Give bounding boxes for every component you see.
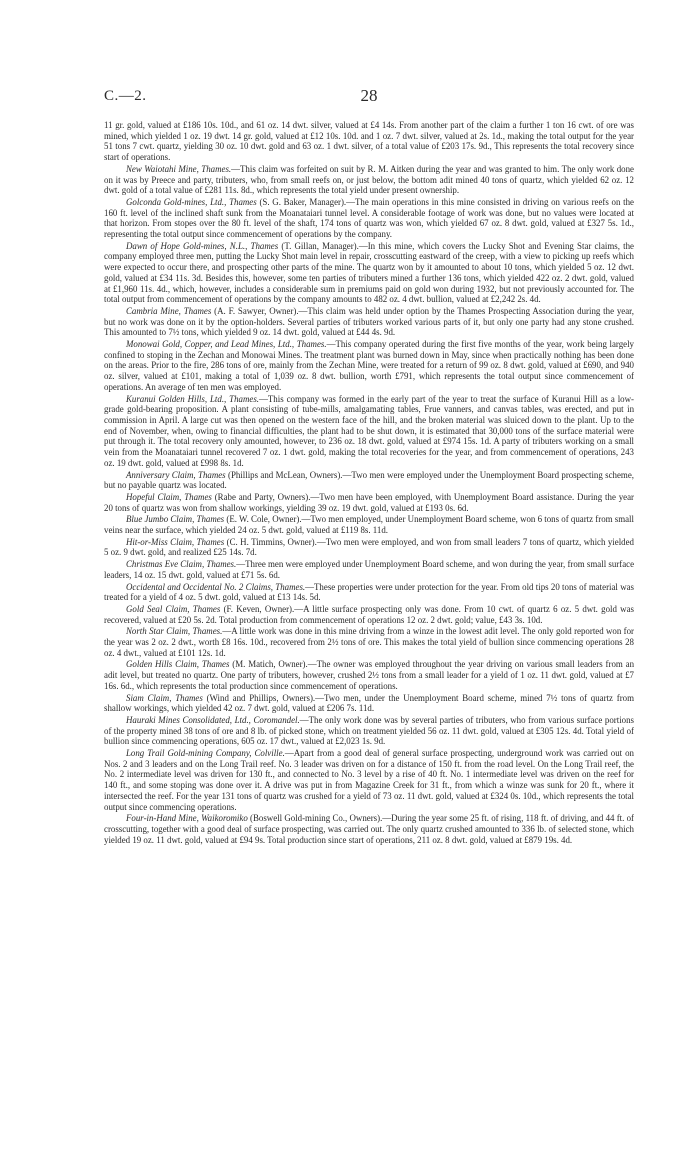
paragraph-title: Long Trail Gold-mining Company, Colville. <box>126 748 285 759</box>
paragraph-title: Hopeful Claim, Thames <box>126 491 212 502</box>
paragraph-continuation: 11 gr. gold, valued at £186 10s. 10d., and 61 oz. 14 dwt. silver, valued at £4 14s. From another part of the claim a further 1 ton 16 cwt. of ore was mined, which yielded 1 oz. 19 dwt. 14 gr. gold, valued at £12 10s. 10d. and 1 oz. 7 dwt. silver, valued at 2s. 1d., making the total output for the year 51 tons 7 cwt. quartz, yielding 30 oz. 10 dwt. gold and 63 oz. 1 dwt. silver, of a total value of £203 17s. 9d., This represents the total recovery since start of operations. <box>104 120 634 163</box>
paragraph-title: Occidental and Occidental No. 2 Claims, Thames. <box>126 581 306 592</box>
paragraph-gold-seal: Gold Seal Claim, Thames (F. Keven, Owner).—A little surface prospecting only was done. From 10 cwt. of quartz 6 oz. 5 dwt. gold was recovered, valued at £20 5s. 2d. Total production from commencement of operations 12 oz. 2 dwt. gold; value, £43 3s. 10d. <box>104 603 634 625</box>
paragraph-golconda: Golconda Gold-mines, Ltd., Thames (S. G. Baker, Manager).—The main operations in this mine consisted in driving on various reefs on the 160 ft. level of the inclined shaft sunk from the Moanataiari tunnel level. A considerable footage of work was done, but no values were located at that horizon. From stopes over the 80 ft. level of the shaft, 174 tons of quartz was won, which yielded 67 oz. 8 dwt. gold, valued at £327 5s. 1d., representing the total output since commencement of operations by the company. <box>104 196 634 240</box>
paragraph-title: Golden Hills Claim, Thames <box>126 659 230 670</box>
paragraph-occidental: Occidental and Occidental No. 2 Claims, Thames.—These properties were under protection for the year. From old tips 20 tons of material was treated for a yield of 4 oz. 5 dwt. gold, valued at £13 14s. 5d. <box>104 581 634 603</box>
paragraph-title: Cambria Mine, Thames <box>126 305 212 316</box>
paragraph-long-trail: Long Trail Gold-mining Company, Colville.—Apart from a good deal of general surface prospecting, underground work was carried out on Nos. 2 and 3 leaders and on the Long Trail reef. No. 3 leader was driven on for a distance of 150 ft. from the road level. On the Long Trail reef, the No. 2 intermediate level was driven for 130 ft., and connected to No. 3 level by a rise of 40 ft. No. 1 intermediate level was driven on the reef for 140 ft., and some stoping was done over it. A drive was put in from Magazine Creek for 31 ft., from which a winze was sunk for 20 ft., where it intersected the reef. For the year 131 tons of quartz was crushed for a yield of 73 oz. 11 dwt. gold, valued at £324 0s. 10d., which represents the total output since commencing operations. <box>104 748 634 812</box>
paragraph-title: Anniversary Claim, Thames <box>126 469 226 480</box>
paragraph-title: Hit-or-Miss Claim, Thames <box>126 536 225 547</box>
paragraph-siam: Siam Claim, Thames (Wind and Phillips, Owners).—Two men, under the Unemployment Board scheme, mined 7½ tons of quartz from shallow workings, which yielded 42 oz. 7 dwt. gold, valued at £206 7s. 11d. <box>104 692 634 714</box>
paragraph-title: Blue Jumbo Claim, Thames <box>126 514 225 525</box>
paragraph-golden-hills: Golden Hills Claim, Thames (M. Matich, Owner).—The owner was employed throughout the year driving on various small leaders from an adit level, but treated no quartz. One party of tributers, however, crushed 2½ tons from a small leader for a yield of 1 oz. 11 dwt. gold, valued at £7 16s. 6d., which represents the total production since commencement of operations. <box>104 659 635 691</box>
paragraph-title: Hauraki Mines Consolidated, Ltd., Coromandel. <box>126 714 300 725</box>
page-number: 28 <box>360 86 378 105</box>
paragraph-hopeful: Hopeful Claim, Thames (Rabe and Party, Owners).—Two men have been employed, with Unemployment Board assistance. During the year 20 tons of quartz was won from shallow workings, yielding 39 oz. 19 dwt. gold, valued at £193 0s. 6d. <box>104 491 635 513</box>
paragraph-title: Gold Seal Claim, Thames <box>126 603 221 614</box>
paragraph-monowai: Monowai Gold, Copper, and Lead Mines, Ltd., Thames.—This company operated during the first five months of the year, work being largely confined to stoping in the Zechan and Monowai Mines. The treatment plant was burned down in May, since when practically nothing has been done on the areas. Prior to the fire, 286 tons of ore, mainly from the Zechan Mine, were treated for a return of 99 oz. 8 dwt. gold, valued at £690, and 940 oz. silver, valued at £101, making a total of 1,039 oz. 8 dwt. bullion, worth £791, which represents the total output since commencement of operations. An average of ten men was employed. <box>104 339 634 392</box>
paragraph-title: Golconda Gold-mines, Ltd., Thames <box>126 196 257 207</box>
paragraph-title: Christmas Eve Claim, Thames. <box>126 559 237 570</box>
paragraph-title: Dawn of Hope Gold-mines, N.L., Thames <box>126 240 279 251</box>
paragraph-title: Siam Claim, Thames <box>126 692 203 703</box>
paragraph-kuranui: Kuranui Golden Hills, Ltd., Thames.—This company was formed in the early part of the year to treat the surface of Kuranui Hill as a low-grade gold-bearing proposition. A plant consisting of tube-mills, amalgamating tables, Frue vanners, and canvas tables, was erected, and put in commission in April. A large cut was then opened on the western face of the hill, and the broken material was sluiced down to the plant. Up to the end of November, when, owing to financial difficulties, the plant had to be shut down, it is estimated that 30,000 tons of the surface material were put through it. The total recovery only amounted, however, to 236 oz. 18 dwt. gold, valued at £974 15s. 1d. A party of tributers working on a small vein from the Moanataiari tunnel recovered 7 oz. 1 dwt. gold, making the total recoveries for the year, and from commencement of operations, 243 oz. 19 dwt. gold, valued at £998 8s. 1d. <box>104 393 634 468</box>
paragraph-four-in-hand: Four-in-Hand Mine, Waikoromiko (Boswell Gold-mining Co., Owners).—During the year some 25 ft. of rising, 118 ft. of driving, and 44 ft. of crosscutting, together with a good deal of surface prospecting, was carried out. The only quartz crushed amounted to 336 lb. of selected stone, which yielded 19 oz. 11 dwt. gold, valued at £94 9s. Total production since start of operations, 211 oz. 8 dwt. gold, valued at £879 19s. 4d. <box>104 813 635 845</box>
paragraph-dawn-of-hope: Dawn of Hope Gold-mines, N.L., Thames (T. Gillan, Manager).—In this mine, which covers the Lucky Shot and Evening Star claims, the company employed three men, putting the Lucky Shot main level in repair, crosscutting eastward of the creep, with a view to picking up reefs which were expected to occur there, and prospecting other parts of the mine. The quartz won by it amounted to about 10 tons, which yielded 5 oz. 12 dwt. gold, valued at £34 11s. 3d. Besides this, however, some ten parties of tributers mined a further 136 tons, which yielded 422 oz. 2 dwt. gold, valued at £1,960 11s. 4d., which, however, includes a considerable sum in premiums paid on gold won during 1932, but not previously accounted for. The total output from commencement of operations by the company amounts to 482 oz. 4 dwt. bullion, valued at £2,242 2s. 4d. <box>104 240 634 305</box>
paragraph-hit-or-miss: Hit-or-Miss Claim, Thames (C. H. Timmins, Owner).—Two men were employed, and won from small leaders 7 tons of quartz, which yielded 5 oz. 9 dwt. gold, and realized £25 14s. 7d. <box>104 536 634 558</box>
paragraph-christmas-eve: Christmas Eve Claim, Thames.—Three men were employed under Unemployment Board scheme, and won during the year, from small surface leaders, 14 oz. 15 dwt. gold, valued at £71 5s. 6d. <box>104 559 635 580</box>
page-header <box>104 88 634 110</box>
paragraph-title: Kuranui Golden Hills, Ltd., Thames. <box>126 393 260 404</box>
paragraph-cambria: Cambria Mine, Thames (A. F. Sawyer, Owner).—This claim was held under option by the Thames Prospecting Association during the year, but no work was done on it by the option-holders. Several parties of tributers worked various parts of it, but only one party had any stone crushed. This amounted to 7½ tons, which yielded 9 oz. 14 dwt. gold, valued at £44 4s. 9d. <box>104 305 634 338</box>
paragraph-anniversary: Anniversary Claim, Thames (Phillips and McLean, Owners).—Two men were employed under the Unemployment Board prospecting scheme, but no payable quartz was located. <box>104 469 634 491</box>
paragraph-title: Four-in-Hand Mine, Waikoromiko <box>126 813 248 824</box>
body-text <box>104 120 634 845</box>
paragraph-title: North Star Claim, Thames. <box>126 626 223 637</box>
paragraph-blue-jumbo: Blue Jumbo Claim, Thames (E. W. Cole, Owner).—Two men employed, under Unemployment Board scheme, won 6 tons of quartz from small veins near the surface, which yielded 24 oz. 5 dwt. gold, valued at £119 8s. 11d. <box>104 514 634 536</box>
paragraph-new-waiotahi: New Waiotahi Mine, Thames.—This claim was forfeited on suit by R. M. Aitken during the year and was granted to him. The only work done on it was by Preece and party, tributers, who, from small reefs on, or just below, the bottom adit mined 40 tons of quartz, which yielded 62 oz. 12 dwt. gold of a total value of £281 11s. 8d., which represents the total yield under present ownership. <box>104 163 634 196</box>
paragraph-north-star: North Star Claim, Thames.—A little work was done in this mine driving from a winze in the lowest adit level. The only gold reported won for the year was 2 oz. 2 dwt., worth £8 16s. 10d., recovered from 2½ tons of ore. This makes the total yield of bullion since commencing operations 28 oz. 4 dwt., valued at £101 12s. 1d. <box>104 626 634 658</box>
paragraph-title: New Waiotahi Mine, Thames. <box>126 163 232 174</box>
paragraph-hauraki: Hauraki Mines Consolidated, Ltd., Coromandel.—The only work done was by several parties of tributers, who from various surface portions of the property mined 38 tons of ore and 8 lb. of picked stone, which on treatment yielded 56 oz. 11 dwt. gold, valued at £305 12s. 4d. Total yield of bullion since commencing operations, 605 oz. 17 dwt., valued at £2,023 1s. 9d. <box>104 714 634 747</box>
paragraph-title: Monowai Gold, Copper, and Lead Mines, Ltd., Thames. <box>126 339 327 350</box>
report-reference: C.—2. <box>104 88 147 104</box>
